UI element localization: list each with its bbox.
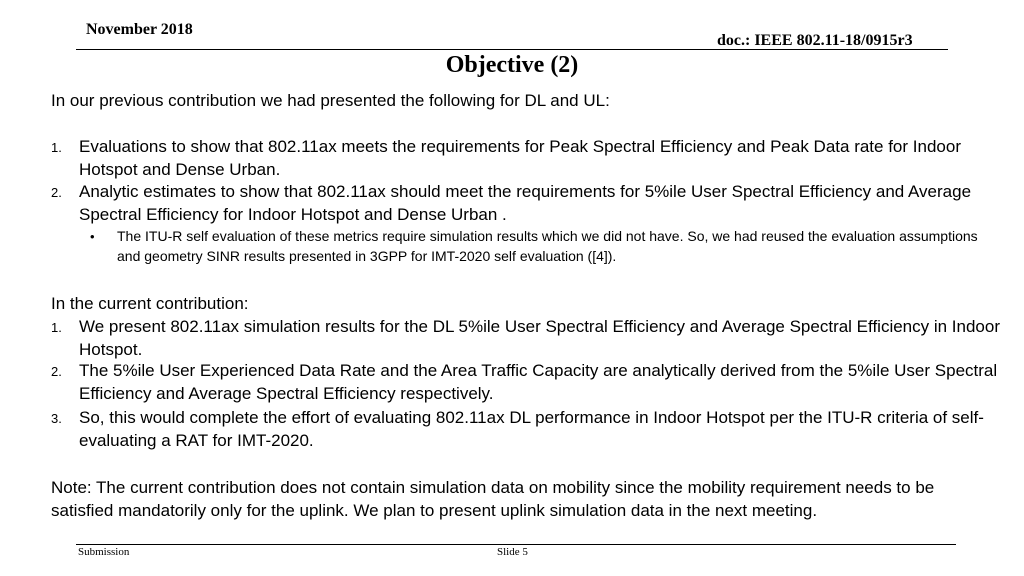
list-number: 2. bbox=[51, 185, 62, 200]
list-number: 1. bbox=[51, 140, 62, 155]
current-intro: In the current contribution: bbox=[51, 294, 249, 313]
footer-divider bbox=[76, 544, 956, 545]
list-item-text: So, this would complete the effort of evaluating 802.11ax DL performance in Indoor Hotspot per the ITU-R criteria of self-evaluating a RAT for IMT-2020. bbox=[79, 408, 984, 450]
list-number: 2. bbox=[51, 364, 62, 379]
slide-title: Objective (2) bbox=[445, 52, 579, 78]
list-item-text: Analytic estimates to show that 802.11ax should meet the requirements for 5%ile User Spectral Efficiency and Average Spectral Efficiency for Indoor Hotspot and Dense Urban . bbox=[79, 182, 972, 224]
list-item-text: We present 802.11ax simulation results for the DL 5%ile User Spectral Efficiency and Average Spectral Efficiency in Indoor Hotspot. bbox=[79, 317, 1001, 359]
list-item-text: Evaluations to show that 802.11ax meets the requirements for Peak Spectral Efficiency and Peak Data rate for Indoor Hotspot and Dense Urban. bbox=[79, 137, 961, 179]
list-number: 3. bbox=[51, 411, 62, 426]
intro-text: In our previous contribution we had presented the following for DL and UL: bbox=[51, 91, 610, 110]
header-doc-id: doc.: IEEE 802.11-18/0915r3 bbox=[717, 32, 913, 49]
footer-slide-number: Slide 5 bbox=[497, 546, 528, 558]
list-item-text: The 5%ile User Experienced Data Rate and the Area Traffic Capacity are analytically derived from the 5%ile User Spectral Efficiency and Average Spectral Efficiency respectively. bbox=[79, 361, 998, 403]
note-text: Note: The current contribution does not contain simulation data on mobility since the mobility requirement needs to be satisfied mandatorily only for the uplink. We plan to present uplink simulation data in the next meeting. bbox=[51, 478, 935, 520]
bullet-marker: • bbox=[90, 229, 95, 244]
header-date: November 2018 bbox=[86, 21, 193, 38]
sub-bullet-text: The ITU-R self evaluation of these metrics require simulation results which we did not have. So, we had reused the evaluation assumptions and geometry SINR results presented in 3GPP for IMT-2020 self evaluation ([4]). bbox=[117, 228, 978, 264]
list-number: 1. bbox=[51, 320, 62, 335]
footer-submission: Submission bbox=[78, 546, 130, 558]
header-divider bbox=[76, 49, 948, 50]
